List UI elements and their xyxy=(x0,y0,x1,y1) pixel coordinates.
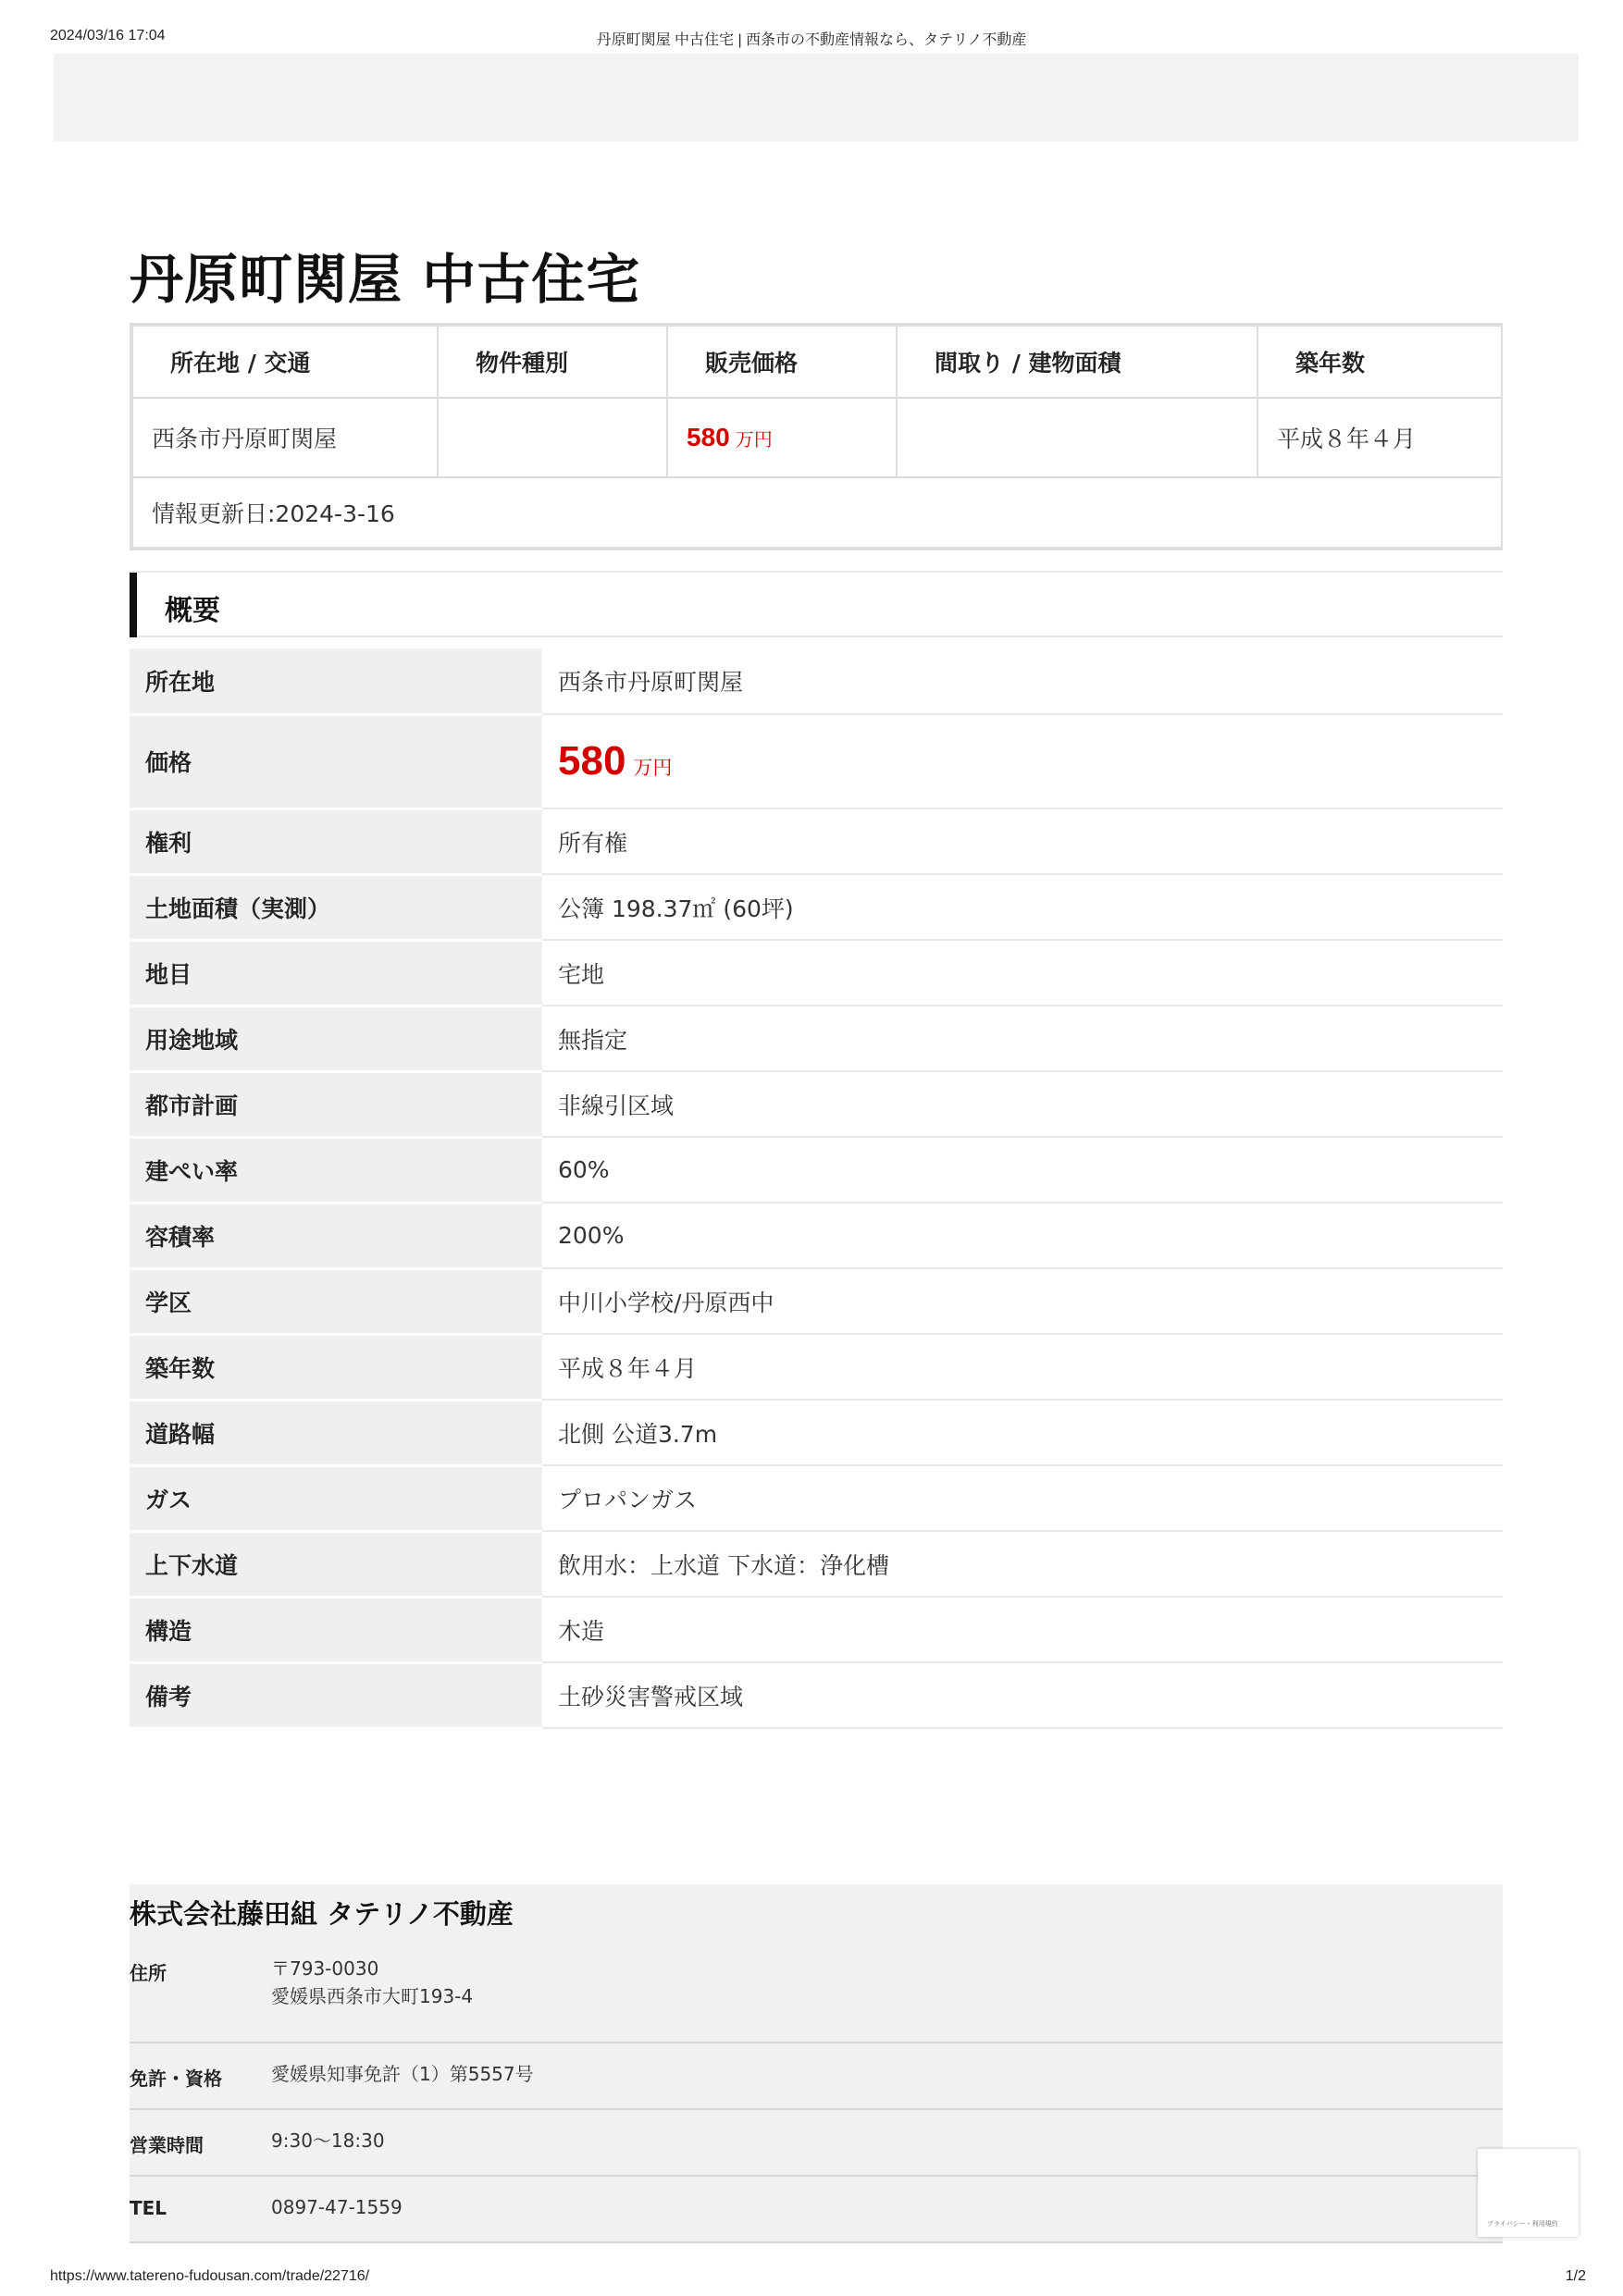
print-url: https://www.tatereno-fudousan.com/trade/22716/ xyxy=(50,2268,370,2284)
row-label: 道路幅 xyxy=(130,1400,542,1465)
company-tel-label: TEL xyxy=(130,2197,167,2219)
table-row xyxy=(130,1597,1503,1662)
summary-price xyxy=(667,398,897,477)
table-row xyxy=(130,1465,1503,1531)
heading-accent-bar xyxy=(130,573,137,637)
row-value: 平成８年４月 xyxy=(542,1334,1503,1400)
row-label: 地目 xyxy=(130,940,542,1006)
row-value: 無指定 xyxy=(542,1006,1503,1071)
table-row xyxy=(130,1400,1503,1465)
row-label: 所在地 xyxy=(130,648,542,714)
company-address: 愛媛県西条市大町193-4 xyxy=(271,1985,474,2007)
row-label: 備考 xyxy=(130,1662,542,1728)
table-row xyxy=(130,874,1503,940)
table-row xyxy=(130,809,1503,874)
row-label: 価格 xyxy=(130,714,542,809)
row-value: 公簿 198.37㎡ (60坪) xyxy=(542,874,1503,940)
summary-header-row xyxy=(132,326,1502,398)
table-row-price xyxy=(130,714,1503,809)
print-footer xyxy=(0,2268,1623,2290)
row-label: 権利 xyxy=(130,809,542,874)
company-tel: 0897-47-1559 xyxy=(271,2196,403,2218)
row-label: 都市計画 xyxy=(130,1071,542,1137)
summary-value-row xyxy=(132,398,1502,477)
summary-location: 西条市丹原町関屋 xyxy=(132,398,438,477)
row-value-price xyxy=(542,714,1503,809)
table-row xyxy=(130,1203,1503,1268)
table-row xyxy=(130,1137,1503,1203)
table-row xyxy=(130,1334,1503,1400)
row-value: 200% xyxy=(542,1203,1503,1268)
summary-header-type: 物件種別 xyxy=(438,326,667,398)
overview-heading-label: 概要 xyxy=(165,595,220,627)
row-label: 構造 xyxy=(130,1597,542,1662)
summary-age: 平成８年４月 xyxy=(1258,398,1502,477)
row-value: プロパンガス xyxy=(542,1465,1503,1531)
company-hours-label: 営業時間 xyxy=(130,2134,204,2156)
row-value: 60% xyxy=(542,1137,1503,1203)
print-header xyxy=(0,28,1623,50)
row-value: 宅地 xyxy=(542,940,1503,1006)
top-banner xyxy=(54,54,1579,142)
company-license-row xyxy=(130,2043,1503,2110)
print-page-number: 1/2 xyxy=(1565,2268,1586,2284)
table-row xyxy=(130,1662,1503,1728)
row-label: 学区 xyxy=(130,1268,542,1334)
row-label: 築年数 xyxy=(130,1334,542,1400)
company-address-label: 住所 xyxy=(130,1962,167,1984)
summary-header-age: 築年数 xyxy=(1258,326,1502,398)
recaptcha-badge[interactable] xyxy=(1478,2149,1579,2237)
overview-table xyxy=(130,648,1503,1730)
company-postal: 〒793-0030 xyxy=(271,1957,379,1980)
summary-type xyxy=(438,398,667,477)
overview-heading xyxy=(130,571,1503,637)
row-value: 非線引区域 xyxy=(542,1071,1503,1137)
row-label: 土地面積（実測） xyxy=(130,874,542,940)
summary-header-layout: 間取り / 建物面積 xyxy=(897,326,1258,398)
summary-header-price: 販売価格 xyxy=(667,326,897,398)
summary-price-value: 580 xyxy=(687,423,730,451)
company-name: 株式会社藤田組 タテリノ不動産 xyxy=(130,1898,514,1930)
row-label: 容積率 xyxy=(130,1203,542,1268)
company-hours-row xyxy=(130,2110,1503,2177)
company-license-label: 免許・資格 xyxy=(130,2068,222,2090)
summary-layout-area xyxy=(897,398,1258,477)
row-value: 木造 xyxy=(542,1597,1503,1662)
price-value: 580 xyxy=(558,738,626,784)
table-row xyxy=(130,940,1503,1006)
table-row xyxy=(130,648,1503,714)
recaptcha-privacy-link[interactable]: プライバシー・利用規約 xyxy=(1487,2221,1558,2228)
row-value: 中川小学校/丹原西中 xyxy=(542,1268,1503,1334)
row-label: 建ぺい率 xyxy=(130,1137,542,1203)
summary-update-row xyxy=(132,477,1502,548)
company-hours: 9:30〜18:30 xyxy=(271,2129,385,2152)
page-title: 丹原町関屋 中古住宅 xyxy=(130,248,641,311)
print-page-title: 丹原町関屋 中古住宅 | 西条市の不動産情報なら、タテリノ不動産 xyxy=(596,32,1027,48)
row-value: 土砂災害警戒区域 xyxy=(542,1662,1503,1728)
print-datetime: 2024/03/16 17:04 xyxy=(50,28,166,43)
table-row xyxy=(130,1006,1503,1071)
company-info xyxy=(130,1884,1503,2243)
company-tel-row xyxy=(130,2177,1503,2243)
row-value: 飲用水：上水道 下水道：浄化槽 xyxy=(542,1531,1503,1597)
table-row xyxy=(130,1531,1503,1597)
summary-table xyxy=(130,323,1503,550)
row-value: 北側 公道3.7m xyxy=(542,1400,1503,1465)
table-row xyxy=(130,1268,1503,1334)
summary-header-location: 所在地 / 交通 xyxy=(132,326,438,398)
row-label: 上下水道 xyxy=(130,1531,542,1597)
summary-price-unit: 万円 xyxy=(735,428,773,451)
row-value: 西条市丹原町関屋 xyxy=(542,648,1503,714)
summary-updated: 情報更新日:2024-3-16 xyxy=(132,477,1502,548)
company-license: 愛媛県知事免許（1）第5557号 xyxy=(271,2063,534,2085)
table-row xyxy=(130,1071,1503,1137)
row-label: 用途地域 xyxy=(130,1006,542,1071)
price-unit: 万円 xyxy=(633,757,673,779)
row-label: ガス xyxy=(130,1465,542,1531)
company-address-row xyxy=(130,1940,1503,2043)
row-value: 所有権 xyxy=(542,809,1503,874)
